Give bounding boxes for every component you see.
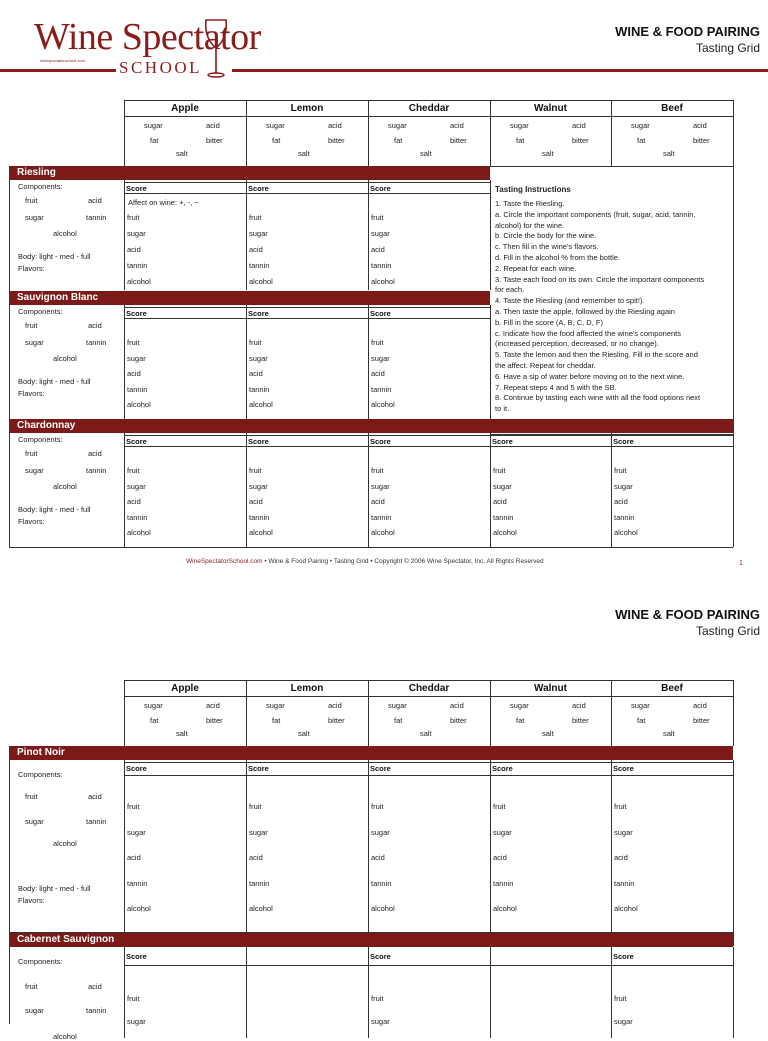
food-component-fat: fat (516, 136, 525, 145)
score-label: Score (126, 309, 147, 318)
grid-rule (124, 433, 125, 547)
instruction-line: b. Circle the body for the wine. (495, 231, 597, 241)
grid-rule (124, 435, 733, 436)
food-header-beef: Beef (661, 103, 683, 114)
food-component-fat: fat (516, 716, 525, 725)
score-item-sugar: sugar (371, 229, 390, 238)
grid-rule (124, 696, 733, 697)
score-item-sugar: sugar (614, 481, 633, 491)
score-item-alcohol: alcohol (371, 528, 395, 538)
food-component-sugar: sugar (266, 121, 285, 130)
grid-rule (246, 433, 247, 547)
food-header-lemon: Lemon (290, 103, 324, 114)
grid-rule (9, 746, 10, 1024)
food-component-salt: salt (420, 729, 432, 738)
score-item-sugar: sugar (127, 1017, 146, 1026)
food-component-bitter: bitter (328, 716, 345, 725)
score-item-sugar: sugar (249, 481, 268, 491)
score-item-tannin: tannin (614, 878, 635, 888)
score-item-acid: acid (127, 853, 141, 862)
grid-rule (124, 965, 733, 966)
score-label: Score (248, 437, 269, 446)
grid-rule (490, 434, 733, 435)
grid-rule (611, 760, 612, 946)
wine-components-label: Components: (18, 182, 63, 191)
score-label: Score (126, 184, 147, 193)
score-item-sugar: sugar (249, 353, 268, 363)
page-2-subtitle: Tasting Grid (695, 624, 760, 638)
score-item-acid: acid (127, 497, 141, 507)
food-component-sugar: sugar (510, 121, 529, 130)
score-item-fruit: fruit (493, 466, 506, 475)
grid-rule (124, 182, 490, 183)
food-header-cheddar: Cheddar (408, 683, 450, 694)
score-item-sugar: sugar (127, 353, 146, 363)
instruction-line: d. Fill in the alcohol % from the bottle. (495, 253, 621, 262)
food-component-fat: fat (637, 716, 646, 725)
score-item-sugar: sugar (249, 229, 268, 238)
score-item-fruit: fruit (127, 338, 140, 347)
food-component-acid: acid (572, 121, 586, 130)
grid-rule (124, 305, 125, 419)
grid-rule (124, 446, 733, 447)
wine-body-scale: Body: light - med - full (18, 505, 91, 514)
wine-component-alcohol: alcohol (53, 354, 77, 363)
wine-bar-riesling: Riesling (9, 166, 490, 180)
grid-rule (9, 166, 10, 547)
score-item-fruit: fruit (371, 994, 384, 1003)
wine-component-tannin: tannin (86, 338, 107, 347)
score-item-alcohol: alcohol (493, 904, 517, 913)
score-item-tannin: tannin (127, 261, 148, 270)
score-label: Score (613, 952, 634, 961)
score-item-tannin: tannin (127, 384, 148, 394)
wine-component-tannin: tannin (86, 817, 107, 826)
instruction-line: the affect. Repeat for cheddar. (495, 361, 596, 370)
food-component-sugar: sugar (510, 701, 529, 710)
grid-rule (368, 305, 369, 419)
score-item-sugar: sugar (371, 481, 390, 491)
wine-flavors-label: Flavors: (18, 896, 45, 905)
grid-rule (611, 947, 612, 1038)
food-component-fat: fat (637, 136, 646, 145)
wine-bar-cabernet-sauvignon: Cabernet Sauvignon (9, 933, 733, 947)
score-item-fruit: fruit (614, 466, 627, 475)
wine-component-fruit: fruit (25, 196, 38, 205)
food-header-apple: Apple (171, 683, 199, 694)
grid-rule (368, 433, 369, 547)
food-header-lemon: Lemon (290, 683, 324, 694)
grid-rule (733, 760, 734, 946)
logo-school: SCHOOL (119, 58, 203, 77)
score-item-tannin: tannin (127, 512, 148, 522)
grid-rule (490, 760, 491, 946)
food-component-bitter: bitter (206, 716, 223, 725)
instruction-line: alcohol) for the wine. (495, 220, 565, 230)
score-item-fruit: fruit (249, 466, 262, 475)
score-item-fruit: fruit (371, 338, 384, 347)
grid-rule (124, 100, 733, 101)
wine-component-alcohol: alcohol (53, 482, 77, 491)
footer-text: • Wine & Food Pairing • Tasting Grid • Copyright © 2006 Wine Spectator, Inc. All Rights Reserved (262, 558, 544, 565)
score-item-tannin: tannin (249, 512, 270, 522)
instruction-line: for each. (495, 285, 525, 295)
score-item-tannin: tannin (371, 384, 392, 394)
score-item-tannin: tannin (493, 878, 514, 888)
instruction-line: 8. Continue by tasting each wine with all the food options next (495, 393, 701, 403)
food-component-salt: salt (542, 149, 554, 158)
score-item-sugar: sugar (127, 827, 146, 837)
wine-bar-pinot-noir: Pinot Noir (9, 746, 733, 760)
score-item-alcohol: alcohol (371, 400, 395, 410)
food-header-walnut: Walnut (534, 103, 567, 114)
food-component-salt: salt (298, 729, 310, 738)
score-item-fruit: fruit (127, 213, 140, 222)
instruction-line: 3. Taste each food on its own. Circle the important components (495, 274, 705, 284)
header-rule-right (232, 69, 768, 72)
grid-rule (490, 433, 491, 547)
score-label: Score (613, 437, 634, 446)
wine-components-label: Components: (18, 307, 63, 316)
wine-body-scale: Body: light - med - full (18, 252, 91, 261)
grid-rule (368, 947, 369, 1038)
grid-rule (490, 305, 491, 419)
score-item-tannin: tannin (249, 261, 270, 270)
score-item-tannin: tannin (493, 512, 514, 522)
score-item-sugar: sugar (371, 1017, 390, 1026)
wine-component-acid: acid (88, 792, 102, 801)
instruction-line: (increased perception, decreased, or no change). (495, 339, 659, 349)
food-component-bitter: bitter (206, 136, 223, 145)
score-label: Score (370, 309, 391, 318)
instruction-line: 5. Taste the lemon and then the Riesling. Fill in the score and (495, 350, 698, 360)
score-item-acid: acid (371, 497, 385, 507)
food-component-acid: acid (450, 701, 464, 710)
wine-component-acid: acid (88, 196, 102, 205)
instruction-line: c. Then fill in the wine's flavors. (495, 242, 599, 252)
food-component-salt: salt (298, 149, 310, 158)
wine-component-fruit: fruit (25, 982, 38, 991)
score-item-alcohol: alcohol (614, 528, 638, 538)
wine-components-label: Components: (18, 435, 63, 444)
grid-rule (611, 433, 612, 547)
grid-rule (246, 305, 247, 419)
wine-component-acid: acid (88, 449, 102, 458)
affect-on-wine-label: Affect on wine: +, -, ~ (128, 198, 199, 207)
instruction-line: a. Circle the important components (fruit, sugar, acid, tannin, (495, 209, 696, 219)
grid-rule (246, 760, 247, 946)
score-item-sugar: sugar (371, 353, 390, 363)
grid-rule (124, 116, 733, 117)
score-item-tannin: tannin (127, 878, 148, 888)
food-component-acid: acid (206, 701, 220, 710)
score-item-fruit: fruit (249, 338, 262, 347)
score-item-alcohol: alcohol (614, 904, 638, 913)
grid-rule (246, 947, 247, 1038)
score-item-alcohol: alcohol (127, 528, 151, 538)
food-component-salt: salt (420, 149, 432, 158)
score-item-tannin: tannin (371, 512, 392, 522)
wine-body-scale: Body: light - med - full (18, 884, 91, 893)
score-item-fruit: fruit (371, 802, 384, 811)
instruction-line: b. Fill in the score (A, B, C, D, F) (495, 317, 603, 327)
score-item-tannin: tannin (249, 384, 270, 394)
food-component-fat: fat (150, 716, 159, 725)
page-2-title: WINE & FOOD PAIRING (615, 607, 760, 622)
score-item-tannin: tannin (371, 261, 392, 270)
score-label: Score (126, 764, 147, 773)
score-item-sugar: sugar (249, 827, 268, 837)
wine-component-alcohol: alcohol (53, 1032, 77, 1041)
score-item-fruit: fruit (127, 802, 140, 811)
food-component-bitter: bitter (328, 136, 345, 145)
page-subtitle: Tasting Grid (695, 41, 760, 55)
food-component-fat: fat (272, 136, 281, 145)
score-item-alcohol: alcohol (493, 528, 517, 538)
wine-glass-icon (202, 18, 230, 80)
food-component-sugar: sugar (144, 121, 163, 130)
food-component-bitter: bitter (450, 716, 467, 725)
score-item-fruit: fruit (371, 466, 384, 475)
score-label: Score (370, 952, 391, 961)
wine-component-sugar: sugar (25, 213, 44, 222)
score-item-fruit: fruit (127, 466, 140, 475)
score-item-alcohol: alcohol (127, 277, 151, 286)
food-component-fat: fat (394, 136, 403, 145)
score-item-fruit: fruit (249, 802, 262, 811)
grid-rule (733, 947, 734, 1038)
instruction-line: 2. Repeat for each wine. (495, 263, 577, 273)
wine-component-sugar: sugar (25, 1006, 44, 1015)
wine-component-sugar: sugar (25, 338, 44, 347)
score-label: Score (370, 437, 391, 446)
food-component-bitter: bitter (693, 136, 710, 145)
food-component-acid: acid (206, 121, 220, 130)
instruction-line: c. Indicate how the food affected the wine's components (495, 328, 681, 338)
score-label: Score (492, 764, 513, 773)
food-component-salt: salt (176, 149, 188, 158)
instruction-line: 6. Have a sip of water before moving on to the next wine. (495, 371, 685, 381)
grid-rule (246, 180, 247, 290)
wine-component-tannin: tannin (86, 1006, 107, 1015)
food-component-sugar: sugar (388, 701, 407, 710)
wine-component-tannin: tannin (86, 466, 107, 475)
wine-component-sugar: sugar (25, 817, 44, 826)
score-item-tannin: tannin (249, 878, 270, 888)
score-item-acid: acid (371, 245, 385, 254)
wine-body-scale: Body: light - med - full (18, 377, 91, 386)
wine-component-fruit: fruit (25, 321, 38, 330)
wine-flavors-label: Flavors: (18, 389, 45, 398)
page-title: WINE & FOOD PAIRING (615, 24, 760, 39)
wine-component-alcohol: alcohol (53, 229, 77, 238)
score-item-sugar: sugar (493, 481, 512, 491)
food-component-acid: acid (450, 121, 464, 130)
score-item-alcohol: alcohol (249, 904, 273, 913)
food-component-salt: salt (663, 729, 675, 738)
wine-components-label: Components: (18, 957, 63, 966)
score-item-acid: acid (127, 245, 141, 254)
food-component-fat: fat (272, 716, 281, 725)
score-item-sugar: sugar (371, 827, 390, 837)
food-component-salt: salt (663, 149, 675, 158)
food-component-bitter: bitter (693, 716, 710, 725)
grid-rule (124, 762, 733, 763)
header-rule-left (0, 69, 116, 72)
score-item-alcohol: alcohol (249, 528, 273, 538)
score-item-acid: acid (614, 497, 628, 507)
score-label: Score (370, 764, 391, 773)
grid-rule (124, 760, 125, 946)
score-item-sugar: sugar (614, 827, 633, 837)
instruction-line: 4. Taste the Riesling (and remember to spit!). (495, 296, 645, 306)
grid-rule (9, 547, 733, 548)
wine-component-sugar: sugar (25, 466, 44, 475)
score-item-acid: acid (249, 369, 263, 379)
instructions-title: Tasting Instructions (495, 185, 571, 194)
score-item-sugar: sugar (493, 827, 512, 837)
instruction-line: a. Then taste the apple, followed by the Riesling again (495, 307, 675, 316)
food-header-beef: Beef (661, 683, 683, 694)
food-component-acid: acid (693, 701, 707, 710)
food-component-sugar: sugar (388, 121, 407, 130)
score-label: Score (613, 764, 634, 773)
score-label: Score (248, 309, 269, 318)
score-item-fruit: fruit (493, 802, 506, 811)
grid-rule (733, 680, 734, 746)
score-label: Score (248, 764, 269, 773)
score-item-alcohol: alcohol (249, 277, 273, 286)
food-header-walnut: Walnut (534, 683, 567, 694)
wine-component-acid: acid (88, 982, 102, 991)
logo-wordmark: Wine Spectator (34, 16, 261, 58)
grid-rule (124, 775, 733, 776)
score-label: Score (126, 437, 147, 446)
score-item-acid: acid (127, 369, 141, 379)
instruction-line: to it. (495, 404, 510, 414)
food-component-sugar: sugar (631, 121, 650, 130)
grid-rule (124, 193, 490, 194)
wine-component-alcohol: alcohol (53, 839, 77, 848)
food-component-fat: fat (394, 716, 403, 725)
grid-rule (368, 760, 369, 946)
wine-bar-chardonnay: Chardonnay (9, 419, 733, 433)
score-item-fruit: fruit (614, 802, 627, 811)
food-component-acid: acid (572, 701, 586, 710)
food-component-sugar: sugar (631, 701, 650, 710)
page-number: 1 (739, 560, 743, 567)
wine-component-tannin: tannin (86, 213, 107, 222)
score-item-acid: acid (249, 245, 263, 254)
score-item-alcohol: alcohol (371, 277, 395, 286)
score-item-alcohol: alcohol (127, 400, 151, 410)
score-item-fruit: fruit (614, 994, 627, 1003)
grid-rule (124, 307, 490, 308)
score-item-alcohol: alcohol (371, 904, 395, 913)
score-item-tannin: tannin (371, 878, 392, 888)
score-item-alcohol: alcohol (127, 904, 151, 913)
instruction-line: 7. Repeat steps 4 and 5 with the SB. (495, 382, 617, 392)
wine-flavors-label: Flavors: (18, 264, 45, 273)
score-item-sugar: sugar (127, 481, 146, 491)
food-component-sugar: sugar (266, 701, 285, 710)
score-item-fruit: fruit (249, 213, 262, 222)
score-item-acid: acid (371, 853, 385, 862)
score-label: Score (126, 952, 147, 961)
score-item-acid: acid (249, 853, 263, 862)
wine-component-fruit: fruit (25, 449, 38, 458)
score-item-acid: acid (371, 369, 385, 379)
score-label: Score (370, 184, 391, 193)
food-component-bitter: bitter (572, 716, 589, 725)
food-component-acid: acid (328, 121, 342, 130)
footer (186, 558, 544, 565)
wine-bar-sauvignon-blanc: Sauvignon Blanc (9, 291, 490, 305)
instruction-line: 1. Taste the Riesling. (495, 199, 565, 208)
grid-rule (490, 180, 491, 290)
grid-rule (124, 680, 733, 681)
grid-rule (124, 318, 490, 319)
score-item-acid: acid (249, 497, 263, 507)
score-item-alcohol: alcohol (249, 400, 273, 410)
score-label: Score (248, 184, 269, 193)
score-item-fruit: fruit (127, 994, 140, 1003)
food-component-salt: salt (542, 729, 554, 738)
food-component-salt: salt (176, 729, 188, 738)
logo-url: winespectatorschool.com (40, 58, 85, 63)
score-item-fruit: fruit (371, 213, 384, 222)
score-item-sugar: sugar (127, 229, 146, 238)
grid-rule (124, 947, 125, 1038)
score-item-acid: acid (614, 853, 628, 862)
food-header-cheddar: Cheddar (408, 103, 450, 114)
grid-rule (124, 180, 125, 290)
wine-flavors-label: Flavors: (18, 517, 45, 526)
food-component-bitter: bitter (572, 136, 589, 145)
score-label: Score (492, 437, 513, 446)
wine-components-label: Components: (18, 770, 63, 779)
score-item-acid: acid (493, 497, 507, 507)
food-component-bitter: bitter (450, 136, 467, 145)
wine-component-fruit: fruit (25, 792, 38, 801)
score-item-sugar: sugar (614, 1017, 633, 1026)
grid-rule (490, 947, 491, 1038)
footer-site-link[interactable]: WineSpectatorSchool.com (186, 558, 263, 565)
wine-component-acid: acid (88, 321, 102, 330)
score-item-acid: acid (493, 853, 507, 862)
grid-rule (733, 100, 734, 166)
food-component-acid: acid (693, 121, 707, 130)
food-component-sugar: sugar (144, 701, 163, 710)
grid-rule (368, 180, 369, 290)
score-item-tannin: tannin (614, 512, 635, 522)
food-component-fat: fat (150, 136, 159, 145)
food-header-apple: Apple (171, 103, 199, 114)
grid-rule (733, 166, 734, 547)
food-component-acid: acid (328, 701, 342, 710)
